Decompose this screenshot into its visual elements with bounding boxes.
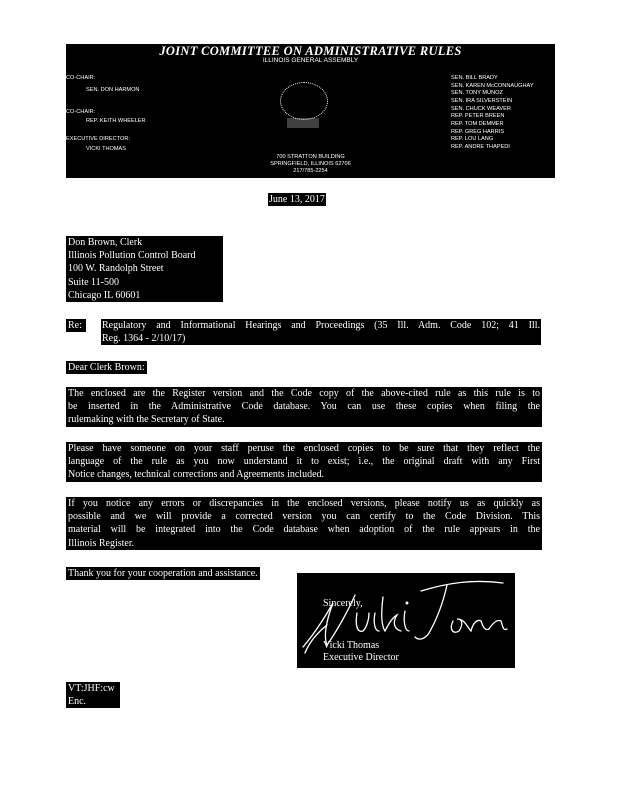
paragraph-line: be inserted in the Administrative Code database. You can use these copies when filing the	[68, 401, 540, 413]
re-line: Regulatory and Informational Hearings and Proceedings (35 Ill. Adm. Code 102; 41 Ill.	[102, 320, 540, 331]
cochair1-name: SEN. DON HARMON	[86, 87, 140, 93]
body-paragraph-2	[66, 442, 542, 482]
member-name: REP. TOM DEMMER	[451, 120, 504, 127]
closing-sincerely: Sincerely,	[323, 598, 363, 609]
member-name: SEN. TONY MUNOZ	[451, 90, 503, 97]
address-line: 217/785-2254	[293, 168, 328, 174]
state-seal	[269, 82, 339, 126]
letter-date: June 13, 2017	[269, 194, 325, 205]
recipient-line: Don Brown, Clerk	[68, 237, 143, 248]
paragraph-line: Illinois Register.	[68, 537, 135, 549]
letterhead	[66, 44, 555, 178]
body-paragraph-3	[66, 497, 542, 550]
salutation: Dear Clerk Brown:	[68, 362, 145, 373]
member-name: SEN. CHUCK WEAVER	[451, 105, 511, 112]
thanks-line: Thank you for your cooperation and assistance.	[68, 568, 258, 579]
paragraph-line: If you notice any errors or discrepancies in the enclosed versions, please notify us as quickly as	[68, 498, 540, 509]
paragraph-line: material will be integrated into the Code database when adoption of the rule appears in the	[68, 524, 540, 536]
paragraph-line: possible and we will provide a corrected version you can certify to the Code Division. This	[68, 511, 540, 523]
member-name: SEN. BILL BRADY	[451, 75, 498, 81]
paragraph-line: Notice changes, technical corrections and Agreements included.	[68, 469, 325, 481]
body-paragraph-1	[66, 387, 542, 427]
cochair1-label: CO-CHAIR:	[66, 75, 96, 81]
recipient-line: 100 W. Randolph Street	[68, 263, 164, 275]
address-line: 700 STRATTON BUILDING	[276, 154, 345, 160]
re-subject	[101, 319, 541, 345]
member-name: SEN. IRA SILVERSTEIN	[451, 97, 513, 104]
signature-block	[297, 573, 515, 668]
footer-notes	[66, 682, 120, 708]
recipient-line: Chicago IL 60601	[68, 289, 141, 301]
recipient-address	[66, 236, 223, 302]
paragraph-line: language of the rule as you now understand it to exist; i.e., the original draft with any First	[68, 456, 540, 468]
recipient-line: Suite 11-500	[68, 276, 120, 288]
seal-circle-icon	[280, 82, 328, 120]
committee-title: JOINT COMMITTEE ON ADMINISTRATIVE RULES	[159, 44, 462, 58]
recipient-line: Illinois Pollution Control Board	[68, 250, 196, 262]
signer-name: Vicki Thomas	[323, 640, 380, 651]
re-line: Reg. 1364 - 2/10/17)	[102, 333, 186, 345]
paragraph-line: rulemaking with the Secretary of State.	[68, 414, 225, 426]
signer-title: Executive Director	[323, 652, 399, 663]
cochair2-label: CO-CHAIR:	[66, 109, 96, 115]
director-label: EXECUTIVE DIRECTOR:	[66, 136, 130, 142]
committee-subtitle: ILLINOIS GENERAL ASSEMBLY	[262, 57, 359, 64]
member-name: REP. PETER BREEN	[451, 113, 505, 120]
committee-address	[66, 154, 555, 175]
member-name: REP. LOU LANG	[451, 136, 494, 143]
committee-members	[451, 75, 534, 152]
re-label: Re:	[66, 319, 86, 332]
seal-banner-icon	[287, 118, 319, 128]
cochair2-name: REP. KEITH WHEELER	[86, 118, 146, 124]
member-name: REP. ANDRE THAPEDI	[451, 143, 510, 150]
member-name: SEN. KAREN McCONNAUGHAY	[451, 82, 534, 89]
enclosure-note: Enc.	[68, 696, 87, 708]
reference-initials: VT:JHF:cw	[68, 683, 115, 694]
director-name: VICKI THOMAS	[86, 146, 126, 152]
member-name: REP. GREG HARRIS	[451, 128, 505, 135]
paragraph-line: The enclosed are the Register version and the Code copy of the above-cited rule as this rule is to	[68, 388, 540, 399]
paragraph-line: Please have someone on your staff peruse the enclosed copies to be sure that they reflect the	[68, 443, 540, 454]
address-line: SPRINGFIELD, ILLINOIS 62706	[270, 161, 351, 167]
